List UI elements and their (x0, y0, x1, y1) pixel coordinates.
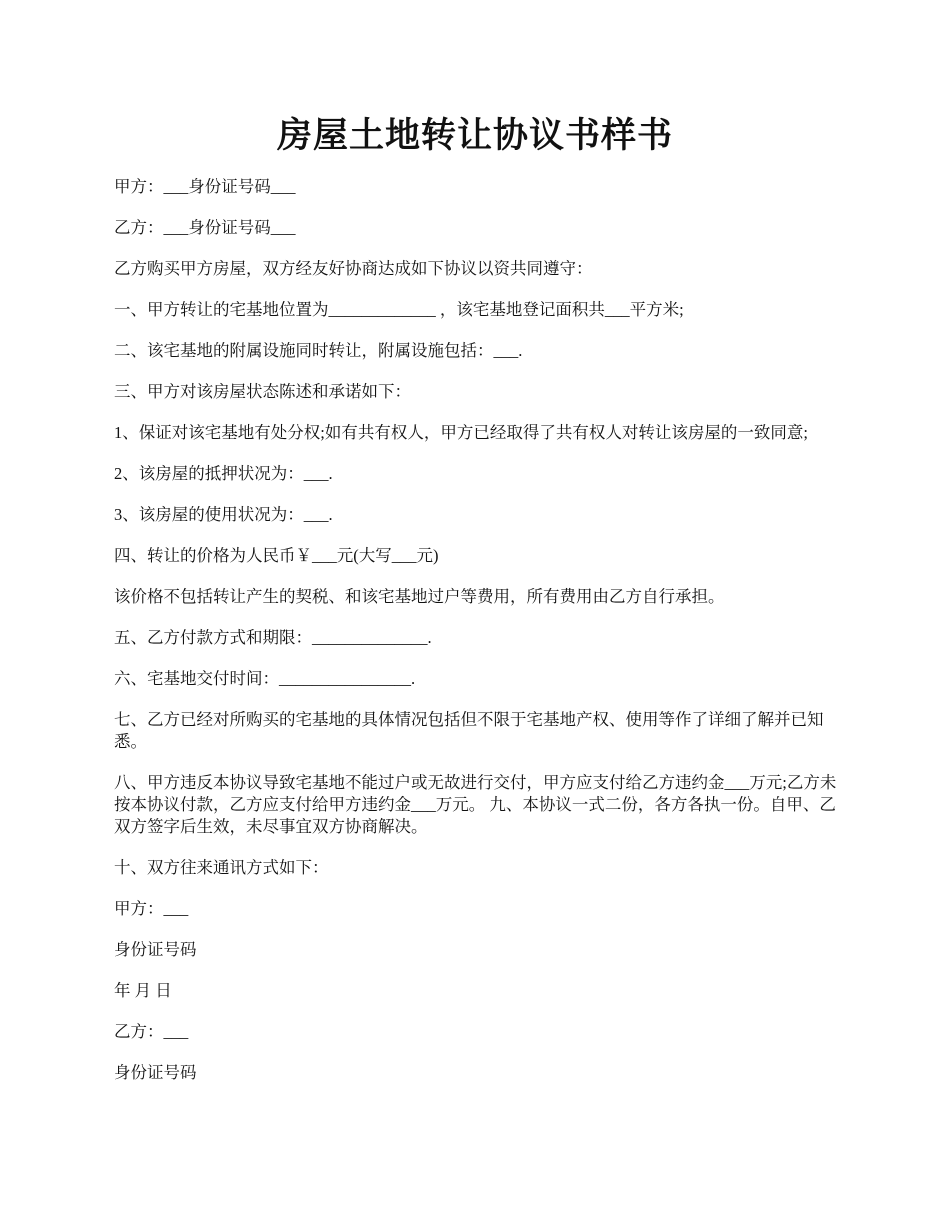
clause-3-item-2: 2、该房屋的抵押状况为：___. (114, 464, 333, 483)
clause-7-acknowledgement: 七、乙方已经对所购买的宅基地的具体情况包括但不限于宅基地产权、使用等作了详细了解并已知悉。 (114, 710, 824, 751)
signature-party-a: 甲方：___ (114, 899, 189, 918)
clause-8-9-breach-copies: 八、甲方违反本协议导致宅基地不能过户或无故进行交付，甲方应支付给乙方违约金___万元;乙方未按本协议付款，乙方应支付给甲方违约金___万元。 九、本协议一式二份，各方各执一份。自甲、乙双方签字后生效，未尽事宜双方协商解决。 (114, 773, 837, 836)
signature-party-a-id: 身份证号码 (114, 940, 197, 959)
preamble: 乙方购买甲方房屋，双方经友好协商达成如下协议以资共同遵守： (114, 259, 593, 278)
party-a-line: 甲方：___身份证号码___ (114, 177, 296, 196)
clause-6-delivery: 六、宅基地交付时间：________________. (114, 669, 416, 688)
clause-2-facilities: 二、该宅基地的附属设施同时转让，附属设施包括：___. (114, 341, 523, 360)
clause-1-location: 一、甲方转让的宅基地位置为_____________ ，该宅基地登记面积共___平方米; (114, 300, 684, 319)
signature-party-b-id: 身份证号码 (114, 1063, 197, 1082)
signature-party-b: 乙方：___ (114, 1022, 189, 1041)
signature-date: 年 月 日 (114, 981, 172, 1000)
clause-5-payment: 五、乙方付款方式和期限：______________. (114, 628, 432, 647)
document-title: 房屋土地转让协议书样书 (276, 116, 673, 155)
clause-3-item-3: 3、该房屋的使用状况为：___. (114, 505, 333, 524)
clause-3-heading: 三、甲方对该房屋状态陈述和承诺如下： (114, 382, 411, 401)
party-b-line: 乙方：___身份证号码___ (114, 218, 296, 237)
clause-10-contact: 十、双方往来通讯方式如下： (114, 858, 329, 877)
document-body (114, 176, 842, 1103)
clause-4-price: 四、转让的价格为人民币￥___元(大写___元) (114, 546, 439, 565)
clause-4-fees-note: 该价格不包括转让产生的契税、和该宅基地过户等费用，所有费用由乙方自行承担。 (114, 587, 725, 606)
clause-3-item-1: 1、保证对该宅基地有处分权;如有共有权人，甲方已经取得了共有权人对转让该房屋的一致同意; (114, 423, 808, 442)
